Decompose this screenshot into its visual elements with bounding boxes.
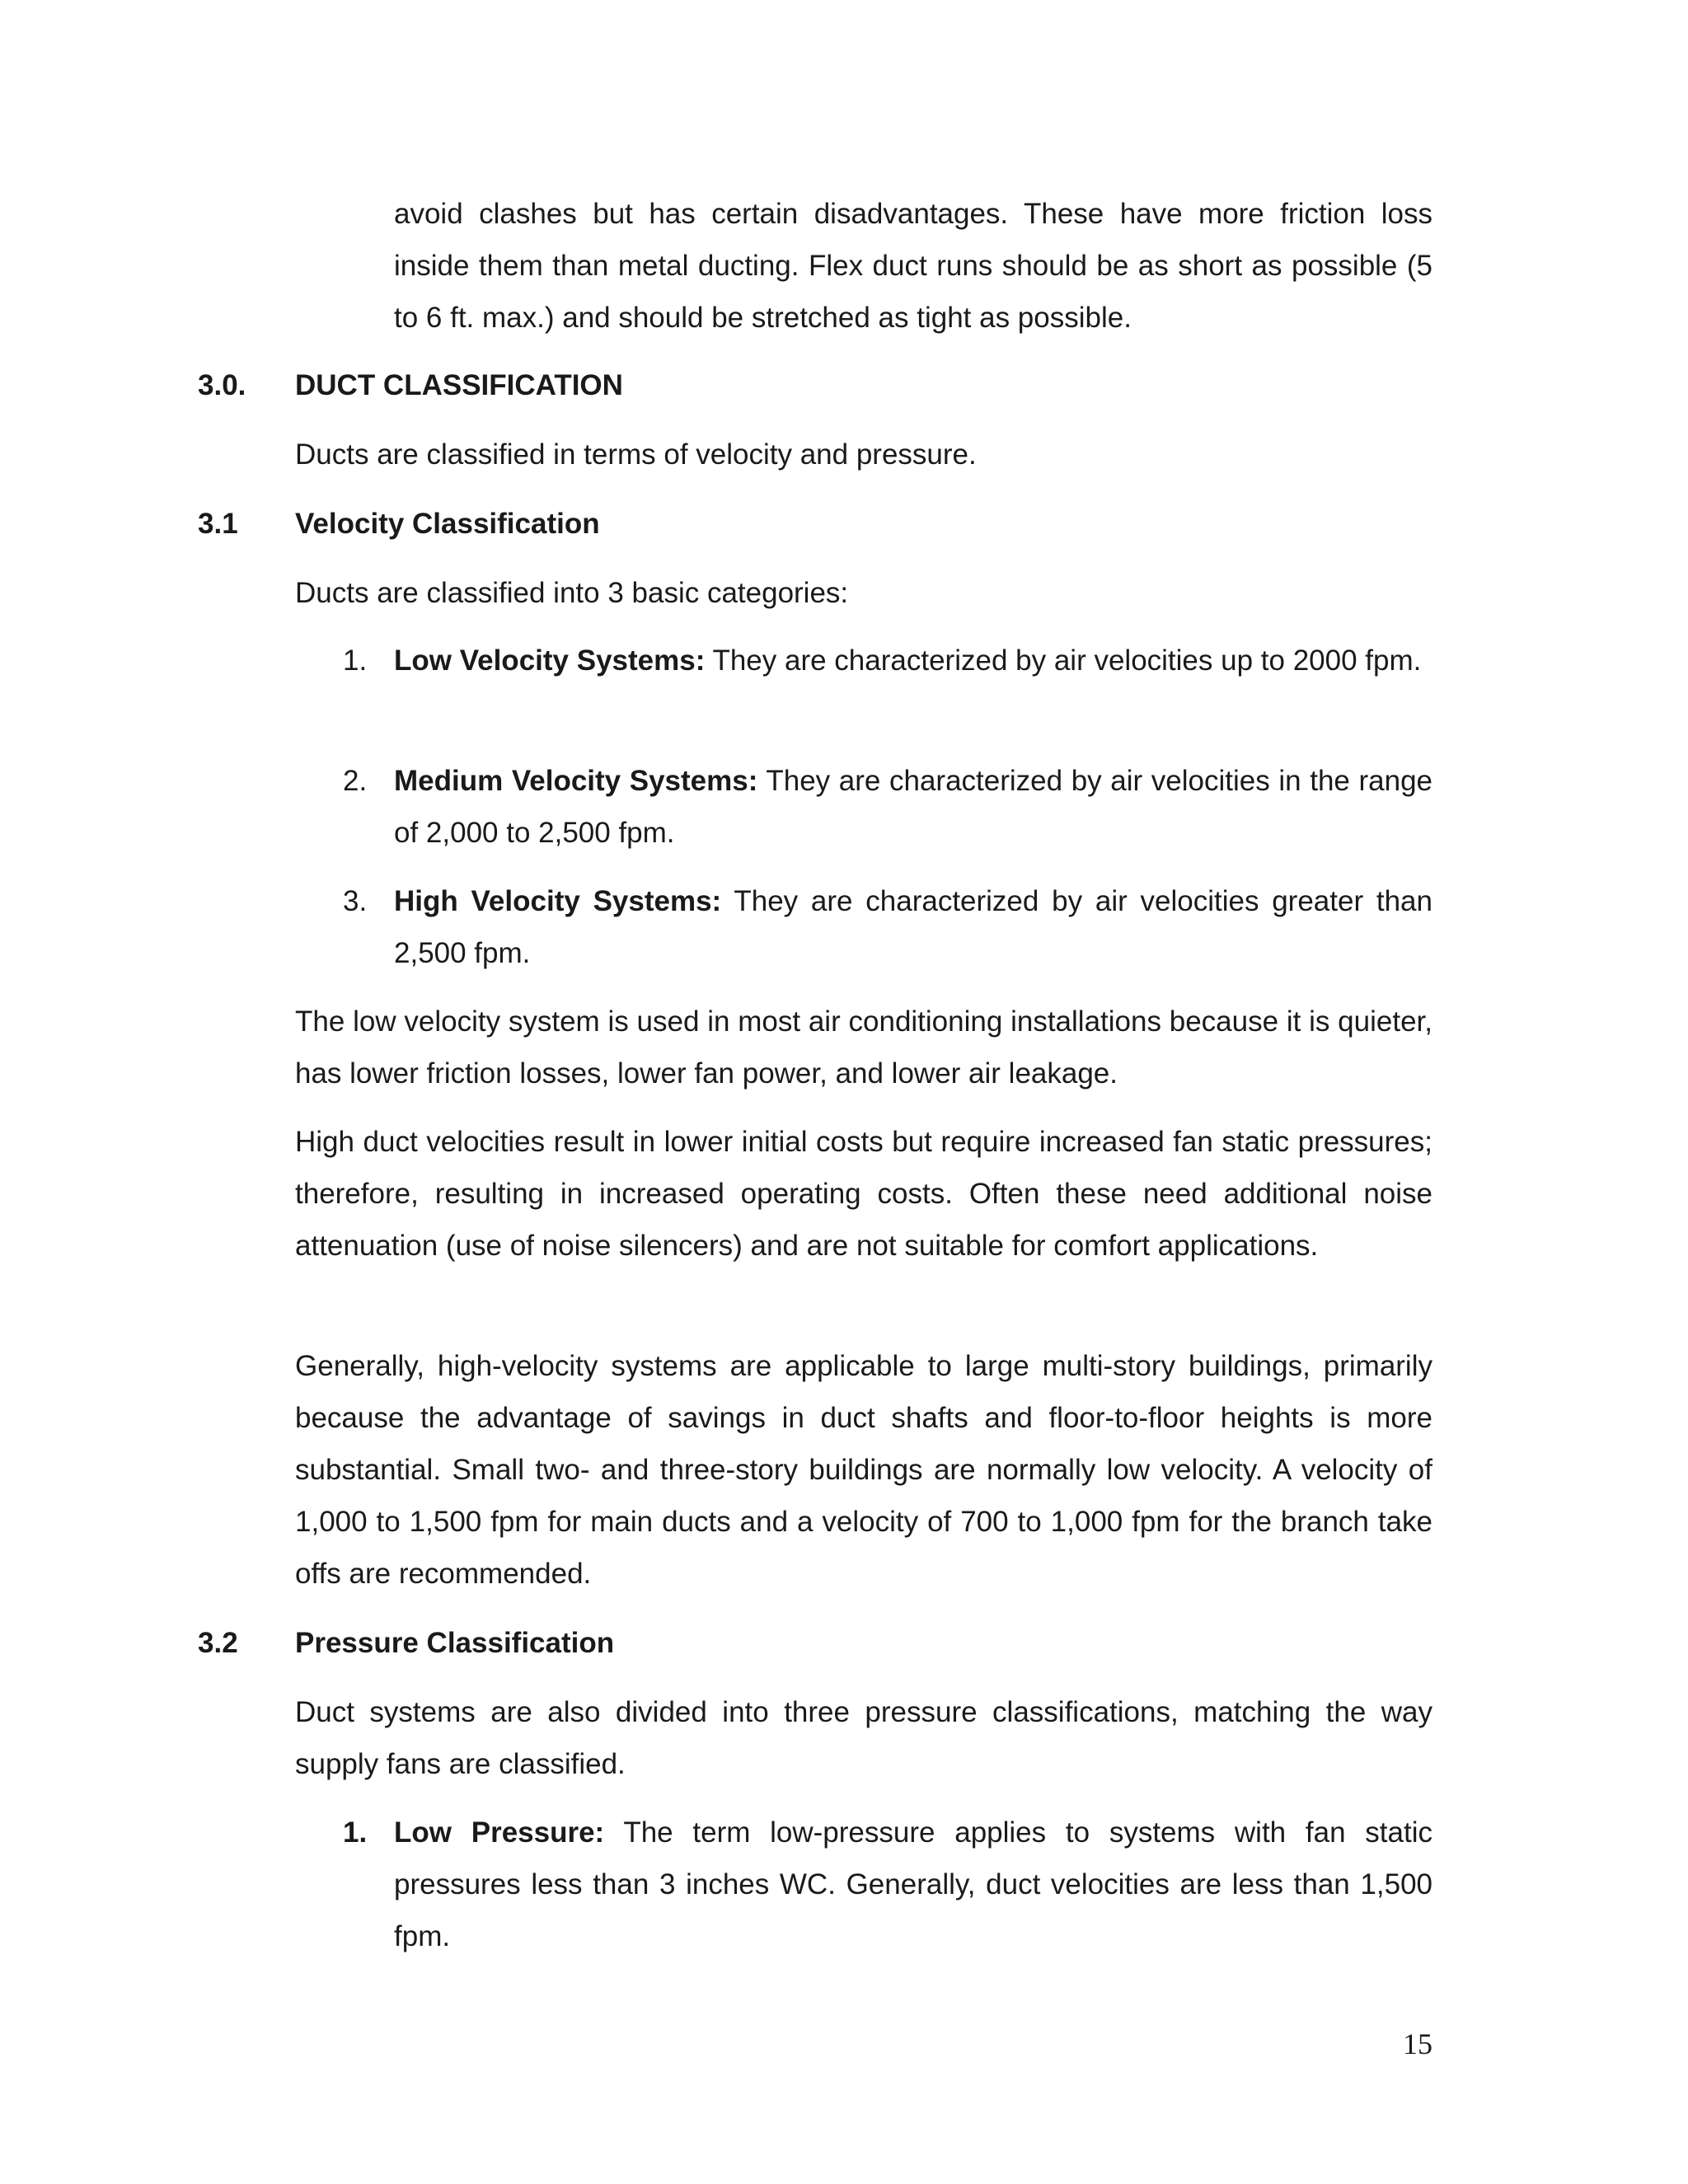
list-item-term: Low Velocity Systems:: [394, 644, 706, 677]
section-number: 3.0.: [198, 369, 246, 401]
page-number: 15: [1403, 2027, 1432, 2060]
section-number: 3.2: [198, 1627, 238, 1659]
section-heading-3-0: [0, 359, 1688, 411]
list-item-term: High Velocity Systems:: [394, 885, 722, 917]
section-title: Pressure Classification: [295, 1627, 615, 1659]
list-item-term: Medium Velocity Systems:: [394, 765, 758, 797]
section-3-0-intro: Ducts are classified in terms of velocity and pressure.: [295, 438, 977, 471]
list-item-body: [394, 875, 1432, 979]
body-paragraph: High duct velocities result in lower initial costs but require increased fan static pressures; therefore, resulting in increased operating costs. Often these need additional noise attenuation (use of noise silencers) and are not suitable for comfort applications.: [295, 1126, 1432, 1262]
list-item-body: [394, 635, 1432, 687]
section-3-1-intro: Ducts are classified into 3 basic categories:: [295, 577, 849, 609]
list-item-body: [394, 1807, 1432, 1962]
list-marker: 1.: [343, 644, 368, 677]
list-item-body: [394, 755, 1432, 859]
section-title: Velocity Classification: [295, 508, 600, 540]
list-item-term: Low Pressure:: [394, 1816, 605, 1849]
list-item-text: They are characterized by air velocities up to 2000 fpm.: [705, 644, 1422, 677]
section-heading-3-1: [0, 498, 1688, 550]
section-number: 3.1: [198, 508, 238, 540]
section-heading-3-2: [0, 1617, 1688, 1669]
list-marker: 3.: [343, 885, 368, 917]
body-paragraph: The low velocity system is used in most air conditioning installations because it is quieter, has lower friction losses, lower fan power, and lower air leakage.: [295, 1005, 1432, 1090]
list-item-text: The term low-pressure applies to systems with fan static pressures less than 3 inches WC. Generally, duct velocities are less than 1,500 fpm.: [394, 1816, 1432, 1952]
section-title: DUCT CLASSIFICATION: [295, 369, 623, 401]
body-paragraph: Generally, high-velocity systems are applicable to large multi-story buildings, primarily because the advantage of savings in duct shafts and floor-to-floor heights is more substantial. Small two- and three-story buildings are normally low velocity. A velocity of 1,000 to 1,500 fpm for main ducts and a velocity of 700 to 1,000 fpm for the branch take offs are recommended.: [295, 1350, 1432, 1590]
list-marker: 2.: [343, 765, 368, 797]
list-marker: 1.: [343, 1816, 368, 1849]
continuation-paragraph: avoid clashes but has certain disadvantages. These have more friction loss inside them than metal ducting. Flex duct runs should be as short as possible (5 to 6 ft. max.) and should be stretched as tight as possible.: [394, 198, 1432, 334]
list-item-text: They are characterized by air velocities in the range of 2,000 to 2,500 fpm.: [394, 765, 1432, 849]
list-item-text: They are characterized by air velocities greater than 2,500 fpm.: [394, 885, 1432, 969]
section-3-2-intro: Duct systems are also divided into three pressure classifications, matching the way supply fans are classified.: [295, 1696, 1432, 1780]
